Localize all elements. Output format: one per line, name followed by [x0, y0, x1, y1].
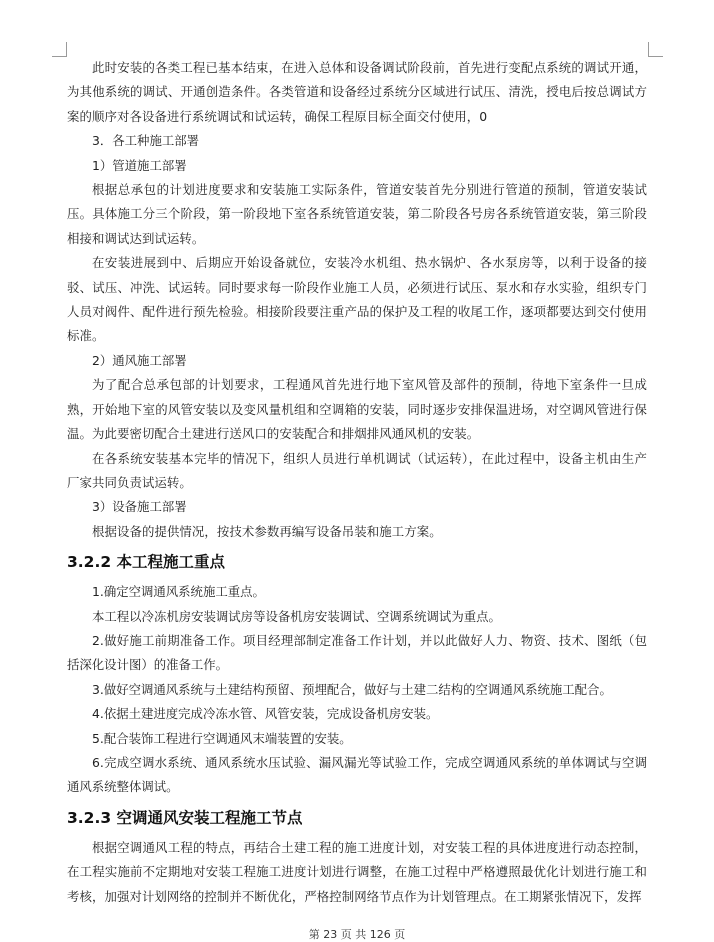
pipe-paragraph-1: 根据总承包的计划进度要求和安装施工实际条件，管道安装首先分别进行管道的预制，管道安装试压。具体施工分三个阶段，第一阶段地下室各系统管道安装，第二阶段各号房各系统管道安装，第三阶段相接和调试达到试运转。	[67, 182, 647, 246]
list-item-3: 3.做好空调通风系统与土建结构预留、预埋配合，做好与土建二结构的空调通风系统施工配合。	[92, 681, 612, 697]
list-item-2: 2.做好施工前期准备工作。项目经理部制定准备工作计划，并以此做好人力、物资、技术、图纸（包括深化设计图）的准备工作。	[67, 632, 647, 673]
list-item-5: 5.配合装饰工程进行空调通风末端装置的安装。	[92, 730, 352, 746]
page-content	[67, 56, 647, 909]
subheading-ventilation-deployment: 2）通风施工部署	[92, 352, 187, 368]
ventilation-paragraph-1: 为了配合总承包部的计划要求，工程通风首先进行地下室风管及部件的预制，待地下室条件一旦成熟，开始地下室的风管安装以及变风量机组和空调箱的安装，同时逐步安排保温进场，对空调风管进行保温。为此要密切配合土建进行送风口的安装配合和排烟排风通风机的安装。	[67, 377, 647, 442]
pipe-paragraph-2: 在安装进展到中、后期应开始设备就位，安装冷水机组、热水锅炉、各水泵房等，以利于设备的接驳、试压、冲洗、试运转。同时要求每一阶段作业施工人员，必须进行试压、泵水和存水实验，组织专门人员对阀件、配件进行预先检验。相接阶段要注重产品的保护及工程的收尾工作，逐项都要达到交付使用标准。	[67, 255, 647, 344]
heading-work-deployment: 3．各工种施工部署	[92, 133, 200, 149]
list-item-1: 1.确定空调通风系统施工重点。	[92, 584, 265, 600]
equipment-paragraph-1: 根据设备的提供情况，按技术参数再编写设备吊装和施工方案。	[92, 523, 442, 539]
ventilation-paragraph-2: 在各系统安装基本完毕的情况下，组织人员进行单机调试（试运转），在此过程中，设备主机由生产厂家共同负责试运转。	[67, 450, 647, 490]
schedule-node-paragraph: 根据空调通风工程的特点，再结合土建工程的施工进度计划，对安装工程的具体进度进行动态控制，在工程实施前不定期地对安装工程施工进度计划进行调整，在施工过程中严格遵照最优化计划进行施工和考核，加强对计划网络的控制并不断优化，严格控制网络节点作为计划管理点。在工期紧张情况下，发挥	[67, 839, 647, 904]
section-heading-3-2-3: 3.2.3 空调通风安装工程施工节点	[67, 808, 303, 827]
subheading-equipment-deployment: 3）设备施工部署	[92, 499, 187, 515]
intro-paragraph: 此时安装的各类工程已基本结束，在进入总体和设备调试阶段前，首先进行变配点系统的调试开通，为其他系统的调试、开通创造条件。各类管道和设备经过系统分区域进行试压、清洗，授电后按总调试方案的顺序对各设备进行系统调试和试运转，确保工程原目标全面交付使用，0	[67, 60, 647, 124]
page-footer: 第 23 页 共 126 页	[308, 928, 406, 941]
list-item-4: 4.依据土建进度完成冷冻水管、风管安装，完成设备机房安装。	[92, 706, 439, 722]
crop-mark-top-right	[648, 42, 663, 57]
list-item-1-desc: 本工程以冷冻机房安装调试房等设备机房安装调试、空调系统调试为重点。	[92, 608, 501, 624]
subheading-pipe-deployment: 1）管道施工部署	[92, 157, 187, 173]
crop-mark-top-left	[52, 42, 67, 57]
section-heading-3-2-2: 3.2.2 本工程施工重点	[67, 553, 226, 572]
list-item-6: 6.完成空调水系统、通风系统水压试验、漏风漏光等试验工作，完成空调通风系统的单体调试与空调通风系统整体调试。	[67, 754, 647, 795]
